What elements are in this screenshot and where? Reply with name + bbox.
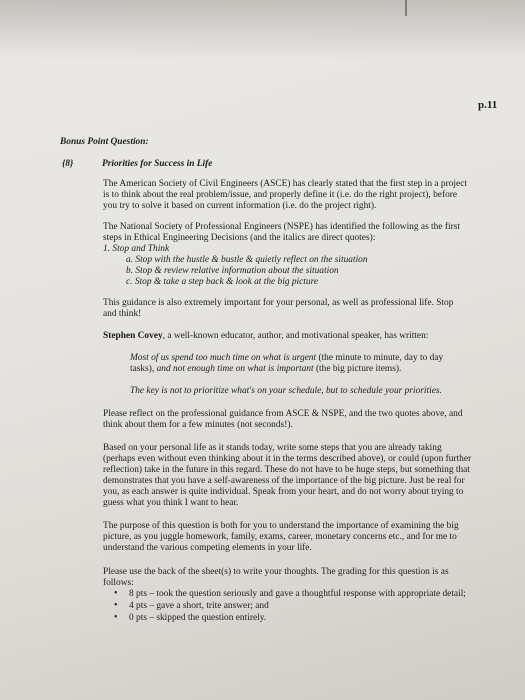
quote1-line2 bbox=[130, 364, 401, 375]
quote2: The key is not to prioritize what's on your schedule, but to schedule your priorities. bbox=[130, 386, 442, 396]
top-shadow bbox=[0, 0, 525, 60]
p3-line: and think! bbox=[103, 309, 142, 319]
p1-line: you try to solve it based on current information (i.e. do the project right). bbox=[103, 201, 377, 211]
bullet-icon: • bbox=[114, 612, 118, 623]
question-number: {8} bbox=[62, 159, 74, 169]
page-number: p.11 bbox=[478, 99, 498, 111]
quote1-italic: Most of us spend too much time on what is urgent bbox=[130, 353, 317, 363]
p6-line: understand the various competing elements in your life. bbox=[103, 543, 312, 553]
grading-item: 8 pts – took the question seriously and gave a thoughtful response with appropriate detail; bbox=[129, 589, 466, 599]
p5-line: guess what you think I want to hear. bbox=[103, 498, 239, 508]
p3-line: This guidance is also extremely important for your personal, as well as professional life. Stop bbox=[103, 298, 454, 308]
p5-line: reflection) take in the future in this regard. These do not have to be huge steps, but something that bbox=[103, 465, 470, 475]
p6-line: The purpose of this question is both for you to understand the importance of examining the big bbox=[103, 521, 459, 531]
bullet-icon: • bbox=[114, 600, 118, 611]
p2-line: The National Society of Professional Engineers (NSPE) has identified the following as the first bbox=[103, 222, 460, 232]
p1-line: The American Society of Civil Engineers (ASCE) has clearly stated that the first step in a project bbox=[103, 179, 467, 189]
p5-line: you, as each answer is quite individual. Speak from your heart, and do not worry about trying to bbox=[103, 487, 464, 497]
quote1-normal: (the big picture items). bbox=[313, 364, 402, 374]
p6-line: picture, as you juggle homework, family, exams, career, monetary concerns etc., and for me to bbox=[103, 532, 457, 542]
quote1-italic: and not enough time on what is important bbox=[156, 364, 314, 374]
p5-line: Based on your personal life as it stands today, write some steps that you are already taking bbox=[103, 443, 442, 453]
bonus-heading: Bonus Point Question: bbox=[60, 137, 149, 147]
p7-line: follows: bbox=[103, 578, 134, 588]
bullet-icon: • bbox=[114, 588, 118, 599]
question-title: Priorities for Success in Life bbox=[102, 159, 213, 169]
p1-line: is to think about the real problem/issue, and properly define it (i.e. do the right project), before bbox=[103, 190, 458, 200]
p5-line: demonstrates that you have a self-awareness of the importance of the big picture. Just be real for bbox=[103, 476, 465, 486]
covey-name: Stephen Covey bbox=[103, 331, 163, 341]
sub-item: c. Stop & take a step back & look at the big picture bbox=[126, 277, 319, 287]
covey-description: , a well-known educator, author, and motivational speaker, has written: bbox=[162, 331, 429, 341]
quote1-normal: (the minute to minute, day to day bbox=[316, 353, 444, 363]
p4-line: think about them for a few minutes (not seconds!). bbox=[103, 420, 293, 430]
p7-line: Please use the back of the sheet(s) to write your thoughts. The grading for this question is as bbox=[103, 567, 449, 577]
grading-item: 4 pts – gave a short, trite answer; and bbox=[129, 601, 269, 611]
list-item-1: 1. Stop and Think bbox=[103, 244, 170, 254]
quote1-normal: tasks), bbox=[130, 364, 157, 374]
p4-line: Please reflect on the professional guidance from ASCE & NSPE, and the two quotes above, and bbox=[103, 409, 463, 419]
p2-line: steps in Ethical Engineering Decisions (and the italics are direct quotes): bbox=[103, 233, 376, 243]
sub-item: b. Stop & review relative information about the situation bbox=[126, 266, 339, 276]
grading-item: 0 pts – skipped the question entirely. bbox=[129, 613, 267, 623]
p5-line: (perhaps even without even thinking about it in the terms described above), or could (upon further bbox=[103, 454, 472, 464]
covey-line bbox=[103, 331, 428, 342]
quote1-line1 bbox=[130, 353, 443, 364]
paper-fold-line bbox=[405, 0, 407, 16]
sub-item: a. Stop with the hustle & bustle & quietly reflect on the situation bbox=[126, 255, 368, 265]
